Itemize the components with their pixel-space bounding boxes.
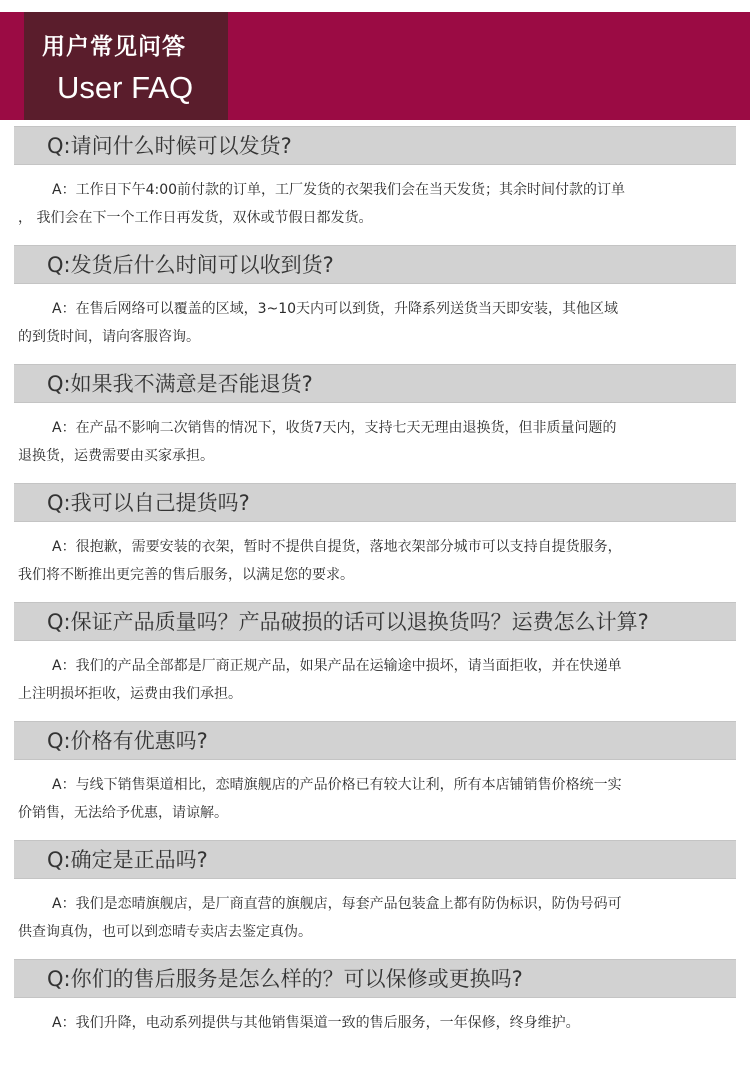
answer-text xyxy=(18,1009,734,1037)
faq-item xyxy=(0,596,750,715)
question-bar xyxy=(14,126,736,165)
question-text: Q:保证产品质量吗？产品破损的话可以退换货吗？运费怎么计算? xyxy=(47,610,649,634)
answer-line: A：工作日下午4:00前付款的订单，工厂发货的衣架我们会在当天发货；其余时间付款的订单 xyxy=(52,182,626,198)
faq-item xyxy=(0,477,750,596)
faq-item xyxy=(0,358,750,477)
question-bar xyxy=(14,959,736,998)
page-title-en: User FAQ xyxy=(57,70,194,105)
answer-line: 上注明损坏拒收，运费由我们承担。 xyxy=(18,686,242,702)
answer-text xyxy=(18,176,734,232)
faq-item xyxy=(0,120,750,239)
answer-text xyxy=(18,295,734,351)
answer-line: A：我们的产品全部都是厂商正规产品，如果产品在运输途中损坏，请当面拒收，并在快递单 xyxy=(52,658,622,674)
question-bar xyxy=(14,840,736,879)
answer-line: A：在售后网络可以覆盖的区域，3~10天内可以到货，升降系列送货当天即安装，其他区域 xyxy=(52,301,619,317)
answer-text xyxy=(18,414,734,470)
answer-line: A：我们是恋晴旗舰店，是厂商直营的旗舰店，每套产品包装盒上都有防伪标识，防伪号码可 xyxy=(52,896,622,912)
answer-text xyxy=(18,771,734,827)
answer-line: A：我们升降，电动系列提供与其他销售渠道一致的售后服务，一年保修，终身维护。 xyxy=(52,1015,580,1031)
answer-line: 的到货时间，请向客服咨询。 xyxy=(18,329,200,345)
answer-line: ， 我们会在下一个工作日再发货，双休或节假日都发货。 xyxy=(18,210,373,226)
faq-item xyxy=(0,834,750,953)
answer-line: 我们将不断推出更完善的售后服务，以满足您的要求。 xyxy=(18,567,354,583)
question-bar xyxy=(14,721,736,760)
question-text: Q:我可以自己提货吗? xyxy=(47,491,250,515)
answer-text xyxy=(18,652,734,708)
faq-list xyxy=(0,120,750,1072)
question-bar xyxy=(14,364,736,403)
question-text: Q:如果我不满意是否能退货? xyxy=(47,372,313,396)
answer-text xyxy=(18,533,734,589)
title-box xyxy=(24,12,228,120)
answer-line: 退换货，运费需要由买家承担。 xyxy=(18,448,214,464)
answer-line: 供查询真伪，也可以到恋晴专卖店去鉴定真伪。 xyxy=(18,924,312,940)
question-text: Q:请问什么时候可以发货? xyxy=(47,134,292,158)
answer-text xyxy=(18,890,734,946)
question-bar xyxy=(14,602,736,641)
question-text: Q:确定是正品吗? xyxy=(47,848,208,872)
page-title-cn: 用户常见问答 xyxy=(42,34,186,60)
question-text: Q:价格有优惠吗? xyxy=(47,729,208,753)
answer-line: A：在产品不影响二次销售的情况下，收货7天内，支持七天无理由退换货，但非质量问题的 xyxy=(52,420,617,436)
question-text: Q:你们的售后服务是怎么样的？可以保修或更换吗? xyxy=(47,967,523,991)
answer-line: A：与线下销售渠道相比，恋晴旗舰店的产品价格已有较大让利，所有本店铺销售价格统一实 xyxy=(52,777,622,793)
question-text: Q:发货后什么时间可以收到货? xyxy=(47,253,334,277)
faq-item xyxy=(0,715,750,834)
question-bar xyxy=(14,483,736,522)
answer-line: 价销售，无法给予优惠，请谅解。 xyxy=(18,805,228,821)
faq-item xyxy=(0,239,750,358)
header-banner xyxy=(0,12,750,120)
faq-item xyxy=(0,953,750,1072)
question-bar xyxy=(14,245,736,284)
answer-line: A：很抱歉，需要安装的衣架，暂时不提供自提货，落地衣架部分城市可以支持自提货服务， xyxy=(52,539,622,555)
